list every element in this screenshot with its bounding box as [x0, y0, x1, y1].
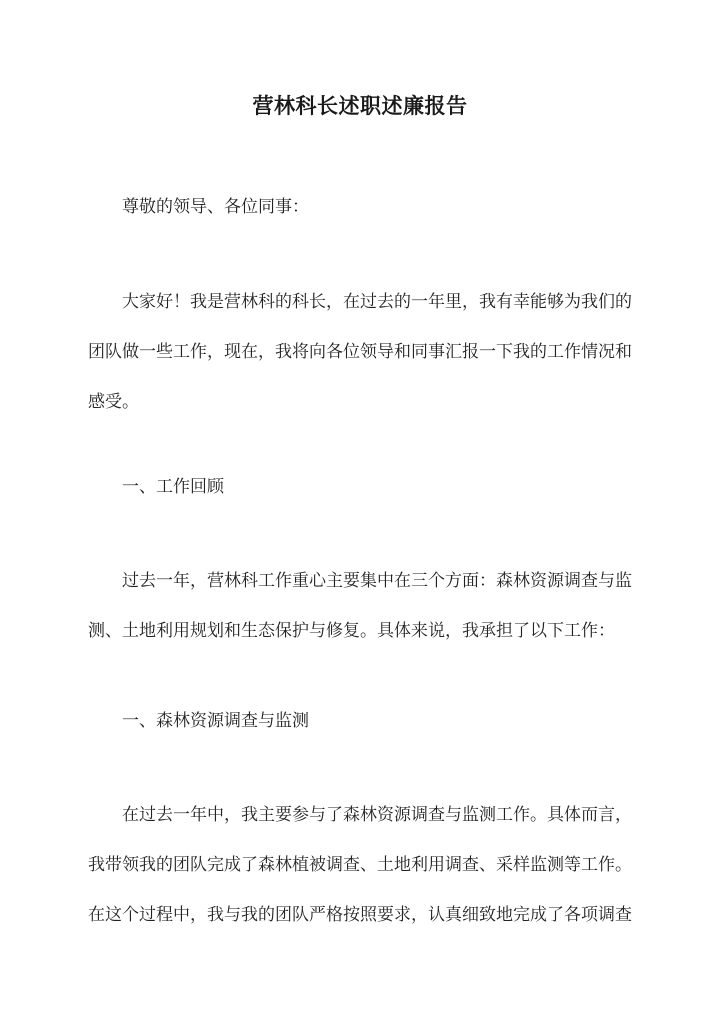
document-title: 营林科长述职述廉报告: [252, 93, 468, 118]
paragraph-intro: 大家好！我是营林科的科长，在过去的一年里，我有幸能够为我们的团队做一些工作，现在，我将向各位领导和同事汇报一下我的工作情况和感受。: [88, 292, 632, 412]
section-heading-work-review: 一、工作回顾: [122, 477, 224, 497]
paragraph-work-review: 过去一年，营林科工作重心主要集中在三个方面：森林资源调查与监测、土地利用规划和生态保护与修复。具体来说，我承担了以下工作：: [88, 571, 632, 641]
salutation: 尊敬的领导、各位同事：: [122, 197, 309, 217]
section-heading-forest-survey: 一、森林资源调查与监测: [122, 711, 309, 731]
paragraph-forest-survey: 在过去一年中，我主要参与了森林资源调查与监测工作。具体而言，我带领我的团队完成了森林植被调查、土地利用调查、采样监测等工作。在这个过程中，我与我的团队严格按照要求，认真细致地完成了各项调查: [88, 805, 632, 925]
